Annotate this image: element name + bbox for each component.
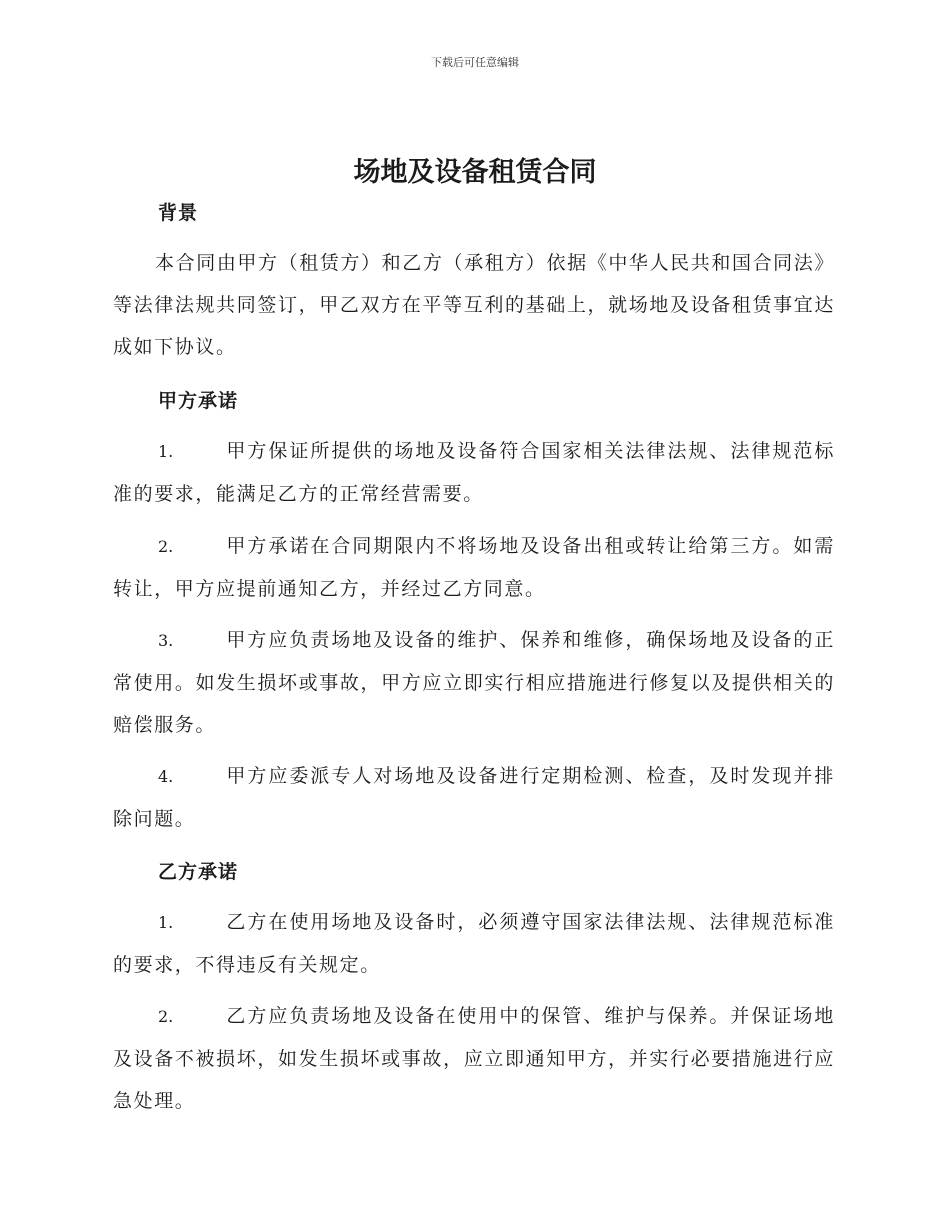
item-number: 2. [158, 537, 174, 556]
item-number: 4. [158, 767, 174, 786]
party-a-item [113, 755, 835, 840]
party-a-item [113, 525, 835, 610]
item-text: 甲方保证所提供的场地及设备符合国家相关法律法规、法律规范标准的要求，能满足乙方的正常经营需要。 [113, 440, 835, 505]
item-number: 1. [158, 913, 174, 932]
document-title: 场地及设备租赁合同 [353, 157, 597, 188]
party-b-item [113, 901, 835, 986]
page-header-note: 下载后可任意编辑 [431, 56, 519, 69]
item-number: 2. [158, 1007, 174, 1026]
item-number: 1. [158, 442, 174, 461]
party-a-item [113, 619, 835, 746]
party-a-item [113, 430, 835, 515]
item-number: 3. [158, 631, 174, 650]
section-heading-party-b: 乙方承诺 [158, 861, 239, 883]
item-text: 甲方承诺在合同期限内不将场地及设备出租或转让给第三方。如需转让，甲方应提前通知乙方，并经过乙方同意。 [113, 535, 835, 600]
item-text: 乙方应负责场地及设备在使用中的保管、维护与保养。并保证场地及设备不被损坏，如发生损坏或事故，应立即通知甲方，并实行必要措施进行应急处理。 [113, 1005, 835, 1112]
section-heading-background: 背景 [158, 202, 199, 224]
item-text: 甲方应委派专人对场地及设备进行定期检测、检查，及时发现并排除问题。 [113, 765, 835, 830]
background-paragraph: 本合同由甲方（租赁方）和乙方（承租方）依据《中华人民共和国合同法》等法律法规共同签订，甲乙双方在平等互利的基础上，就场地及设备租赁事宜达成如下协议。 [113, 252, 835, 358]
item-text: 甲方应负责场地及设备的维护、保养和维修，确保场地及设备的正常使用。如发生损坏或事故，甲方应立即实行相应措施进行修复以及提供相关的赔偿服务。 [113, 629, 835, 736]
section-heading-party-a: 甲方承诺 [158, 390, 239, 412]
item-text: 乙方在使用场地及设备时，必须遵守国家法律法规、法律规范标准的要求，不得违反有关规定。 [113, 911, 835, 976]
party-b-item [113, 995, 835, 1122]
